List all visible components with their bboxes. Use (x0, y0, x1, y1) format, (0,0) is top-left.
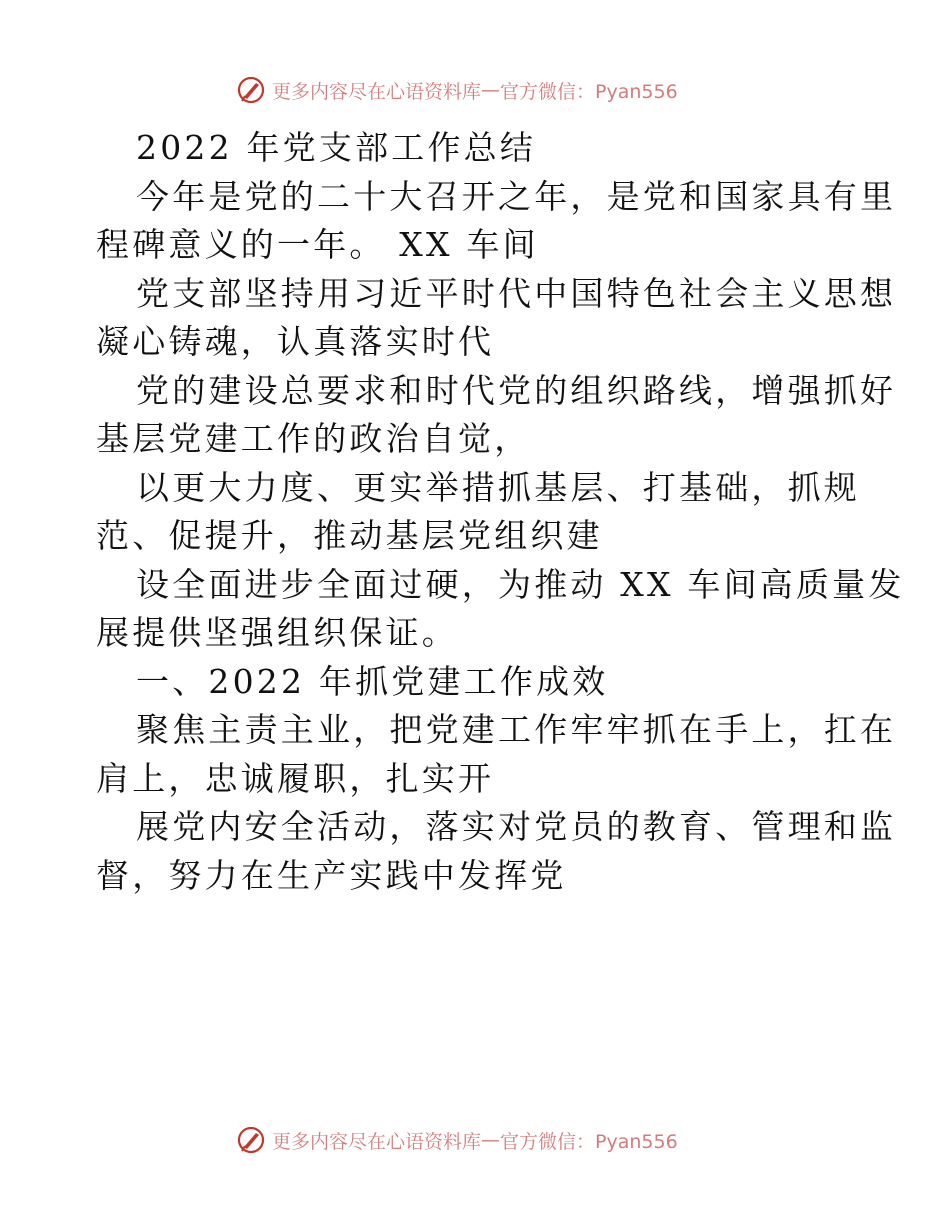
watermark-text: 更多内容尽在心语资料库 (272, 1130, 482, 1153)
section-heading: 一、2022 年抓党建工作成效 (136, 661, 609, 701)
watermark-text: 更多内容尽在心语资料库 (272, 80, 482, 103)
paragraph-line: 程碑意义的一年。 XX 车间 (96, 225, 539, 264)
paragraph-line: 聚焦主责主业，把党建工作牢牢抓在手上，扛在 (136, 710, 897, 749)
quill-pen-logo-icon (236, 1125, 266, 1155)
paragraph-line: 展党内安全活动，落实对党员的教育、管理和监 (136, 807, 897, 846)
paragraph-line: 基层党建工作的政治自觉， (96, 419, 531, 458)
watermark-banner-bottom (236, 1124, 678, 1156)
watermark-separator: — (481, 1129, 501, 1151)
paragraph-line: 党支部坚持用习近平时代中国特色社会主义思想 (136, 273, 897, 313)
document-body (96, 124, 905, 900)
document-title: 2022 年党支部工作总结 (136, 128, 537, 167)
paragraph-line: 今年是党的二十大召开之年，是党和国家具有里 (136, 176, 897, 216)
paragraph-line: 督，努力在生产实践中发挥党 (96, 855, 567, 895)
paragraph-line: 党的建设总要求和时代党的组织路线，增强抓好 (136, 370, 897, 410)
watermark-banner-top (236, 74, 678, 106)
paragraph-line: 展提供坚强组织保证。 (96, 613, 458, 652)
paragraph-line: 以更大力度、更实举措抓基层、打基础，抓规 (136, 467, 860, 507)
watermark-separator: — (481, 79, 501, 101)
paragraph-line: 范、促提升，推动基层党组织建 (96, 516, 603, 555)
paragraph-line: 凝心铸魂，认真落实时代 (96, 322, 495, 361)
paragraph-line: 设全面进步全面过硬，为推动 XX 车间高质量发 (136, 564, 905, 604)
paragraph-line: 肩上，忠诚履职，扎实开 (96, 758, 495, 798)
watermark-contact: 官方微信：Pyan556 (500, 80, 678, 103)
watermark-contact: 官方微信：Pyan556 (500, 1130, 678, 1153)
quill-pen-logo-icon (236, 75, 266, 105)
